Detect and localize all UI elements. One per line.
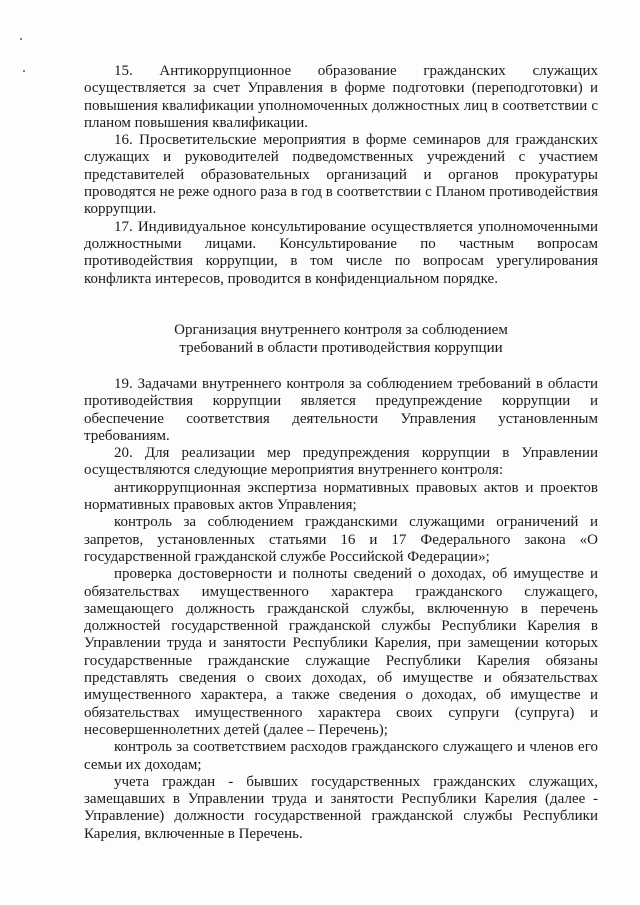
- section-heading: [84, 321, 598, 357]
- list-item-expertise: антикоррупционная экспертиза нормативных правовых актов и проектов нормативных правовых актов Управления;: [84, 479, 598, 514]
- paragraph-17: 17. Индивидуальное консультирование осуществляется уполномоченными должностными лицами. Консультирование по частным вопросам противодействия коррупции, в том числе по вопросам урегулирования конфликта интересов, проводится в конфиденциальном порядке.: [84, 218, 598, 287]
- paragraph-16: 16. Просветительские мероприятия в форме семинаров для гражданских служащих и руководителей подведомственных учреждений с участием представителей образовательных организаций и органов прокуратуры проводятся не реже одного раза в год в соответствии с Планом противодействия коррупции.: [84, 132, 598, 218]
- list-item-former-employees: учета граждан - бывших государственных гражданских служащих, замещавших в Управлении труда и занятости Республики Карелия (далее - Управление) должности государственной гражданской службы Республики Карелия, включенные в Перечень.: [84, 773, 598, 842]
- section-heading-line-1: Организация внутреннего контроля за соблюдением: [174, 322, 508, 338]
- text-block-top: [84, 63, 598, 288]
- paragraph-20: 20. Для реализации мер предупреждения коррупции в Управлении осуществляются следующие мероприятия внутреннего контроля:: [84, 445, 598, 479]
- list-item-restrictions-control: контроль за соблюдением гражданскими служащими ограничений и запретов, установленных статьями 16 и 17 Федерального закона «О государственной гражданской службе Российской Федерации»;: [84, 514, 598, 565]
- scan-speck: [23, 70, 25, 72]
- text-block-bottom: [84, 376, 598, 843]
- paragraph-15: 15. Антикоррупционное образование гражданских служащих осуществляется за счет Управления в форме подготовки (переподготовки) и повышения квалификации уполномоченных должностных лиц в соответствии с планом повышения квалификации.: [84, 63, 598, 131]
- section-heading-line-2: требований в области противодействия коррупции: [179, 340, 503, 356]
- list-item-income-verification: проверка достоверности и полноты сведений о доходах, об имуществе и обязательствах имущественного характера гражданского служащего, замещающего должность гражданской службы, включенную в перечень должностей государственной гражданской службы Республики Карелия в Управлении труда и занятости Республики Карелия, при замещении которых государственные гражданские служащие Республики Карелия обязаны представлять сведения о своих доходах, об имуществе и обязательствах имущественного характера, а также сведения о доходах, об имуществе и обязательствах имущественного характера своих супруги (супруга) и несовершеннолетних детей (далее – Перечень);: [84, 566, 598, 738]
- scan-speck: [20, 38, 22, 40]
- paragraph-19: 19. Задачами внутреннего контроля за соблюдением требований в области противодействия коррупции является предупреждение коррупции и обеспечение соответствия деятельности Управления установленным требованиям.: [84, 376, 598, 444]
- list-item-expenses-control: контроль за соответствием расходов гражданского служащего и членов его семьи их доходам;: [84, 739, 598, 773]
